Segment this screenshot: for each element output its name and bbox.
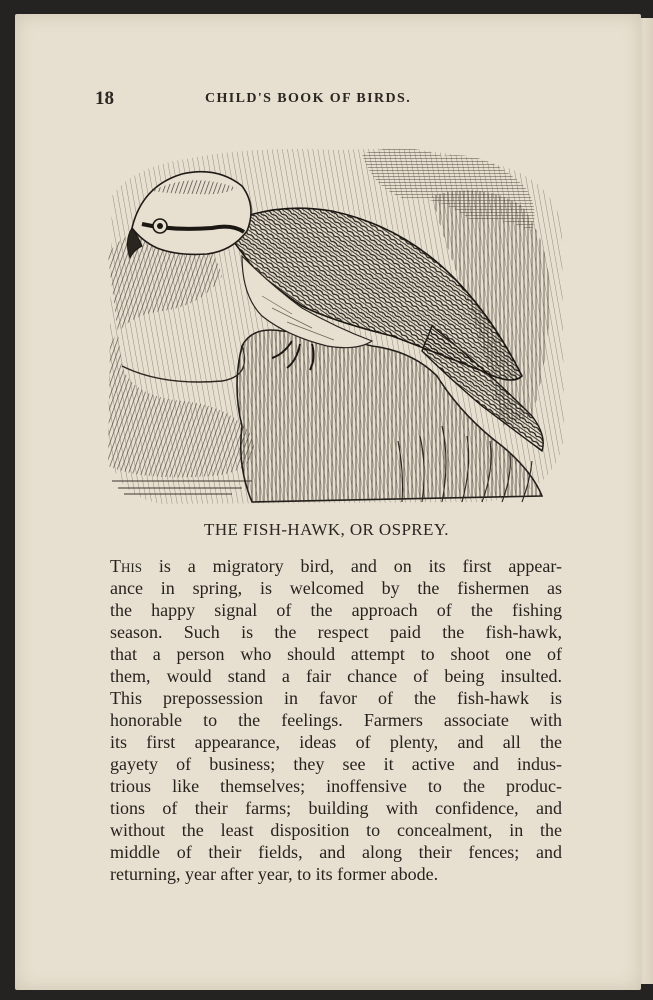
page-number: 18	[95, 88, 114, 109]
running-head	[0, 88, 653, 112]
text-line: tions of their farms; building with confidence, and	[110, 798, 562, 818]
text-line: trious like themselves; inoffensive to the produc-	[110, 776, 562, 796]
opening-word: This	[110, 556, 142, 576]
text-line: its first appearance, ideas of plenty, and all the	[110, 732, 562, 752]
text-line: honorable to the feelings. Farmers associate with	[110, 710, 562, 730]
text-line: the happy signal of the approach of the fishing	[110, 600, 562, 620]
text-line: them, would stand a fair chance of being insulted.	[110, 666, 562, 686]
text-line: season. Such is the respect paid the fish-hawk,	[110, 622, 562, 642]
body-paragraph	[110, 555, 562, 885]
text-line: This is a migratory bird, and on its first appear-	[110, 556, 562, 576]
text-line: This prepossession in favor of the fish-hawk is	[110, 688, 562, 708]
text-line: returning, year after year, to its former abode.	[110, 864, 439, 884]
osprey-engraving	[102, 136, 568, 510]
text-line: middle of their fields, and along their fences; and	[110, 842, 562, 862]
text-line: without the least disposition to concealment, in the	[110, 820, 562, 840]
running-head-title: CHILD'S BOOK OF BIRDS.	[205, 91, 412, 106]
text-line: that a person who should attempt to shoot one of	[110, 644, 562, 664]
illustration-caption: THE FISH-HAWK, OR OSPREY.	[204, 520, 449, 539]
text-line: ance in spring, is welcomed by the fishermen as	[110, 578, 562, 598]
text-line: gayety of business; they see it active and indus-	[110, 754, 562, 774]
